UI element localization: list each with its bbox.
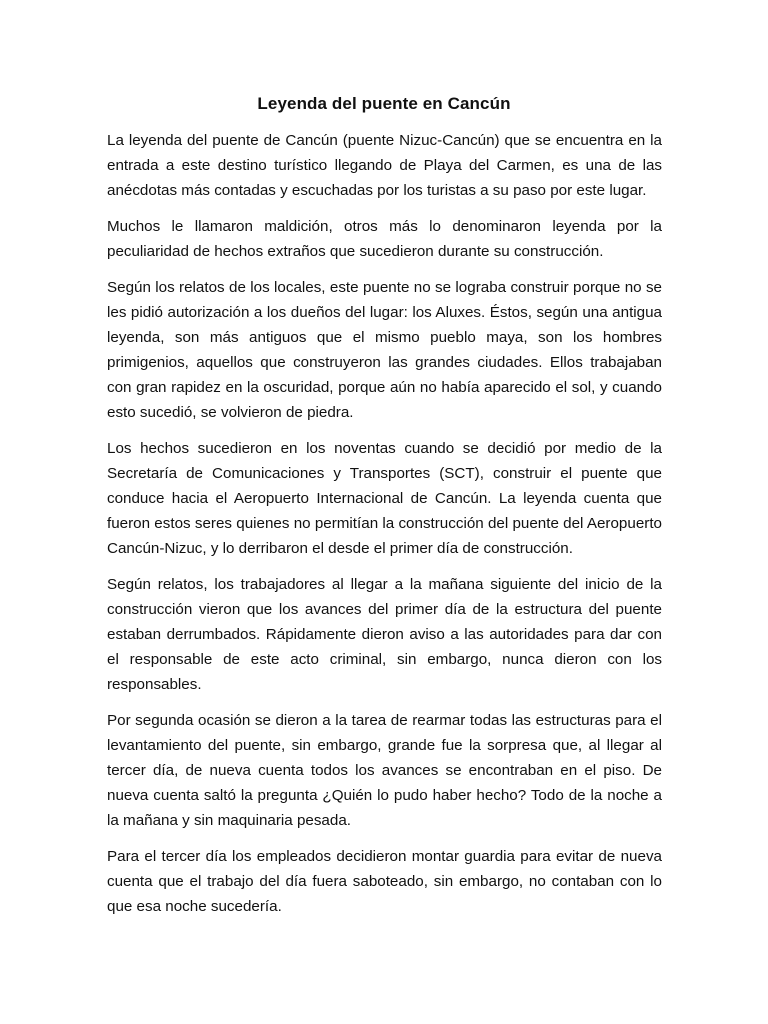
document-body <box>107 128 662 930</box>
paragraph-2: Muchos le llamaron maldición, otros más lo denominaron leyenda por la peculiaridad de hechos extraños que sucedieron durante su construcción. <box>107 218 662 260</box>
paragraph-4: Los hechos sucedieron en los noventas cuando se decidió por medio de la Secretaría de Comunicaciones y Transportes (SCT), construir el puente que conduce hacia el Aeropuerto Internacional de Cancún. La leyenda cuenta que fueron estos seres quienes no permitían la construcción del puente del Aeropuerto Cancún-Nizuc, y lo derribaron el desde el primer día de construcción. <box>107 440 662 557</box>
paragraph-3: Según los relatos de los locales, este puente no se lograba construir porque no se les pidió autorización a los dueños del lugar: los Aluxes. Éstos, según una antigua leyenda, son más antiguos que el mismo pueblo maya, son los hombres primigenios, aquellos que construyeron las grandes ciudades. Ellos trabajaban con gran rapidez en la oscuridad, porque aún no había aparecido el sol, y cuando esto sucedió, se volvieron de piedra. <box>107 279 662 421</box>
document-title: Leyenda del puente en Cancún <box>257 94 511 113</box>
paragraph-6: Por segunda ocasión se dieron a la tarea de rearmar todas las estructuras para el levantamiento del puente, sin embargo, grande fue la sorpresa que, al llegar al tercer día, de nueva cuenta todos los avances se encontraban en el piso. De nueva cuenta saltó la pregunta ¿Quién lo pudo haber hecho? Todo de la noche a la mañana y sin maquinaria pesada. <box>107 712 662 829</box>
paragraph-1: La leyenda del puente de Cancún (puente Nizuc-Cancún) que se encuentra en la entrada a este destino turístico llegando de Playa del Carmen, es una de las anécdotas más contadas y escuchadas por los turistas a su paso por este lugar. <box>107 132 662 199</box>
paragraph-7: Para el tercer día los empleados decidieron montar guardia para evitar de nueva cuenta que el trabajo del día fuera saboteado, sin embargo, no contaban con lo que esa noche sucedería. <box>107 848 662 915</box>
paragraph-5: Según relatos, los trabajadores al llegar a la mañana siguiente del inicio de la construcción vieron que los avances del primer día de la estructura del puente estaban derrumbados. Rápidamente dieron aviso a las autoridades para dar con el responsable de este acto criminal, sin embargo, nunca dieron con los responsables. <box>107 576 662 693</box>
